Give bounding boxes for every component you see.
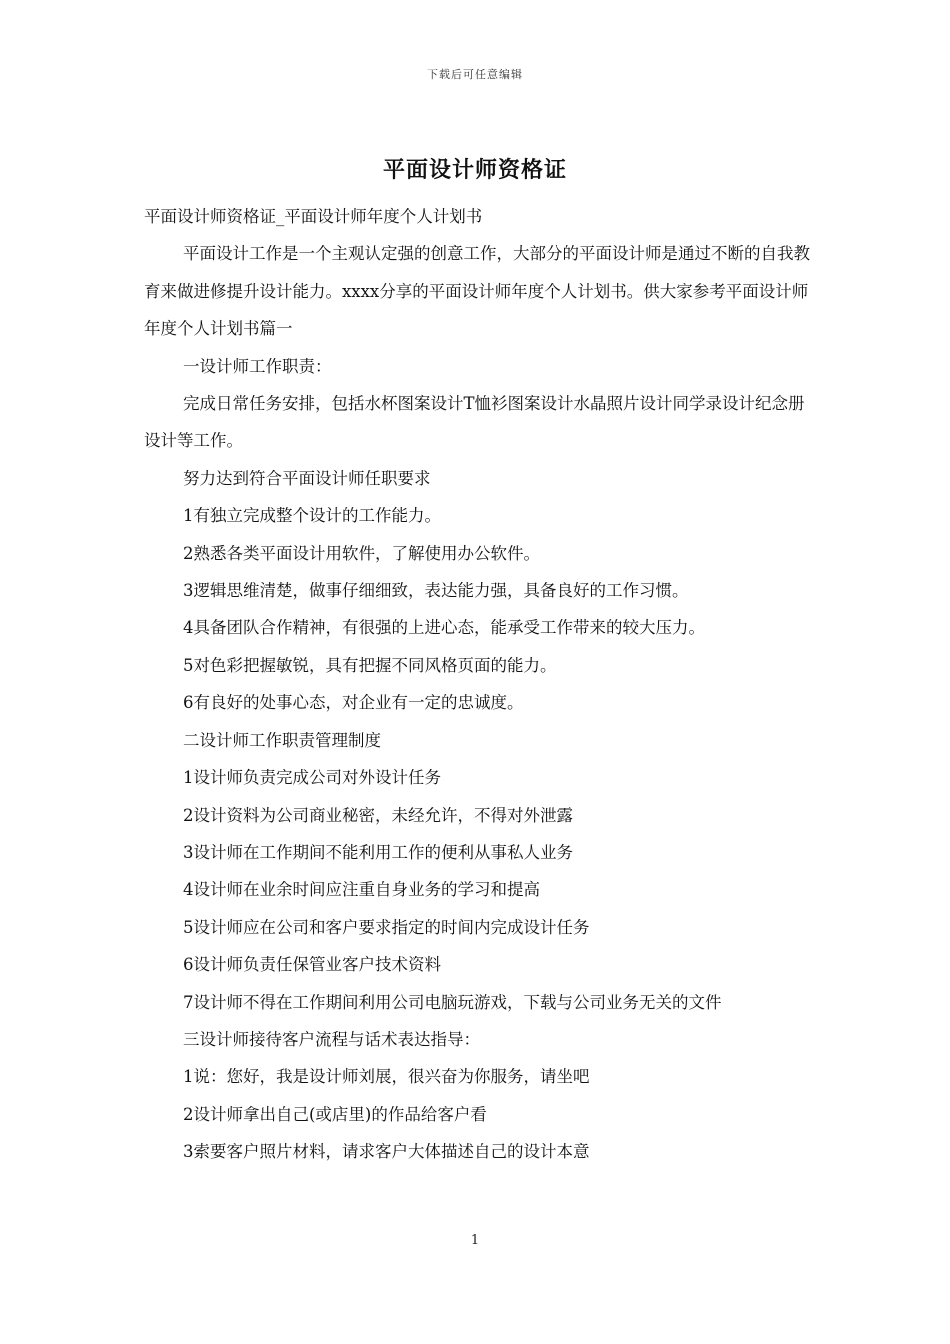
body-paragraph: 平面设计师资格证_平面设计师年度个人计划书 [144, 207, 483, 226]
body-paragraph: 6设计师负责任保管业客户技术资料 [183, 955, 441, 975]
body-paragraph: 1有独立完成整个设计的工作能力。 [183, 506, 441, 526]
body-paragraph: 完成日常任务安排，包括水杯图案设计T恤衫图案设计水晶照片设计同学录设计纪念册设计等工作。 [144, 394, 805, 451]
body-paragraph: 2设计师拿出自己(或店里)的作品给客户看 [183, 1104, 487, 1124]
body-paragraph: 4设计师在业余时间应注重自身业务的学习和提高 [183, 880, 540, 900]
body-paragraph: 1说：您好，我是设计师刘展，很兴奋为你服务，请坐吧 [183, 1067, 590, 1087]
body-paragraph: 3逻辑思维清楚，做事仔细细致，表达能力强，具备良好的工作习惯。 [183, 581, 689, 601]
document-title: 平面设计师资格证 [382, 157, 567, 183]
body-paragraph: 6有良好的处事心态，对企业有一定的忠诚度。 [183, 693, 524, 713]
body-paragraph: 3索要客户照片材料，请求客户大体描述自己的设计本意 [183, 1142, 590, 1162]
body-paragraph: 2设计资料为公司商业秘密，未经允许，不得对外泄露 [183, 805, 573, 825]
body-paragraph: 1设计师负责完成公司对外设计任务 [183, 768, 441, 788]
body-paragraph: 二设计师工作职责管理制度 [183, 730, 381, 750]
body-paragraph: 2熟悉各类平面设计用软件，了解使用办公软件。 [183, 543, 540, 563]
body-paragraph: 3设计师在工作期间不能利用工作的便利从事私人业务 [183, 842, 573, 862]
body-paragraph: 一设计师工作职责： [183, 356, 332, 376]
page-header-note: 下载后可任意编辑 [427, 68, 523, 81]
body-paragraph: 5对色彩把握敏锐，具有把握不同风格页面的能力。 [183, 655, 557, 675]
body-paragraph: 三设计师接待客户流程与话术表达指导： [183, 1029, 480, 1049]
body-paragraph: 平面设计工作是一个主观认定强的创意工作，大部分的平面设计师是通过不断的自我教育来做进修提升设计能力。xxxx分享的平面设计师年度个人计划书。供大家参考平面设计师年度个人计划书篇一 [144, 244, 810, 339]
body-paragraph: 7设计师不得在工作期间利用公司电脑玩游戏，下载与公司业务无关的文件 [183, 992, 722, 1012]
body-paragraph: 努力达到符合平面设计师任职要求 [183, 468, 431, 488]
document-body [144, 198, 814, 1171]
body-paragraph: 5设计师应在公司和客户要求指定的时间内完成设计任务 [183, 917, 590, 937]
page-number: 1 [470, 1233, 480, 1248]
body-paragraph: 4具备团队合作精神，有很强的上进心态，能承受工作带来的较大压力。 [183, 618, 705, 638]
